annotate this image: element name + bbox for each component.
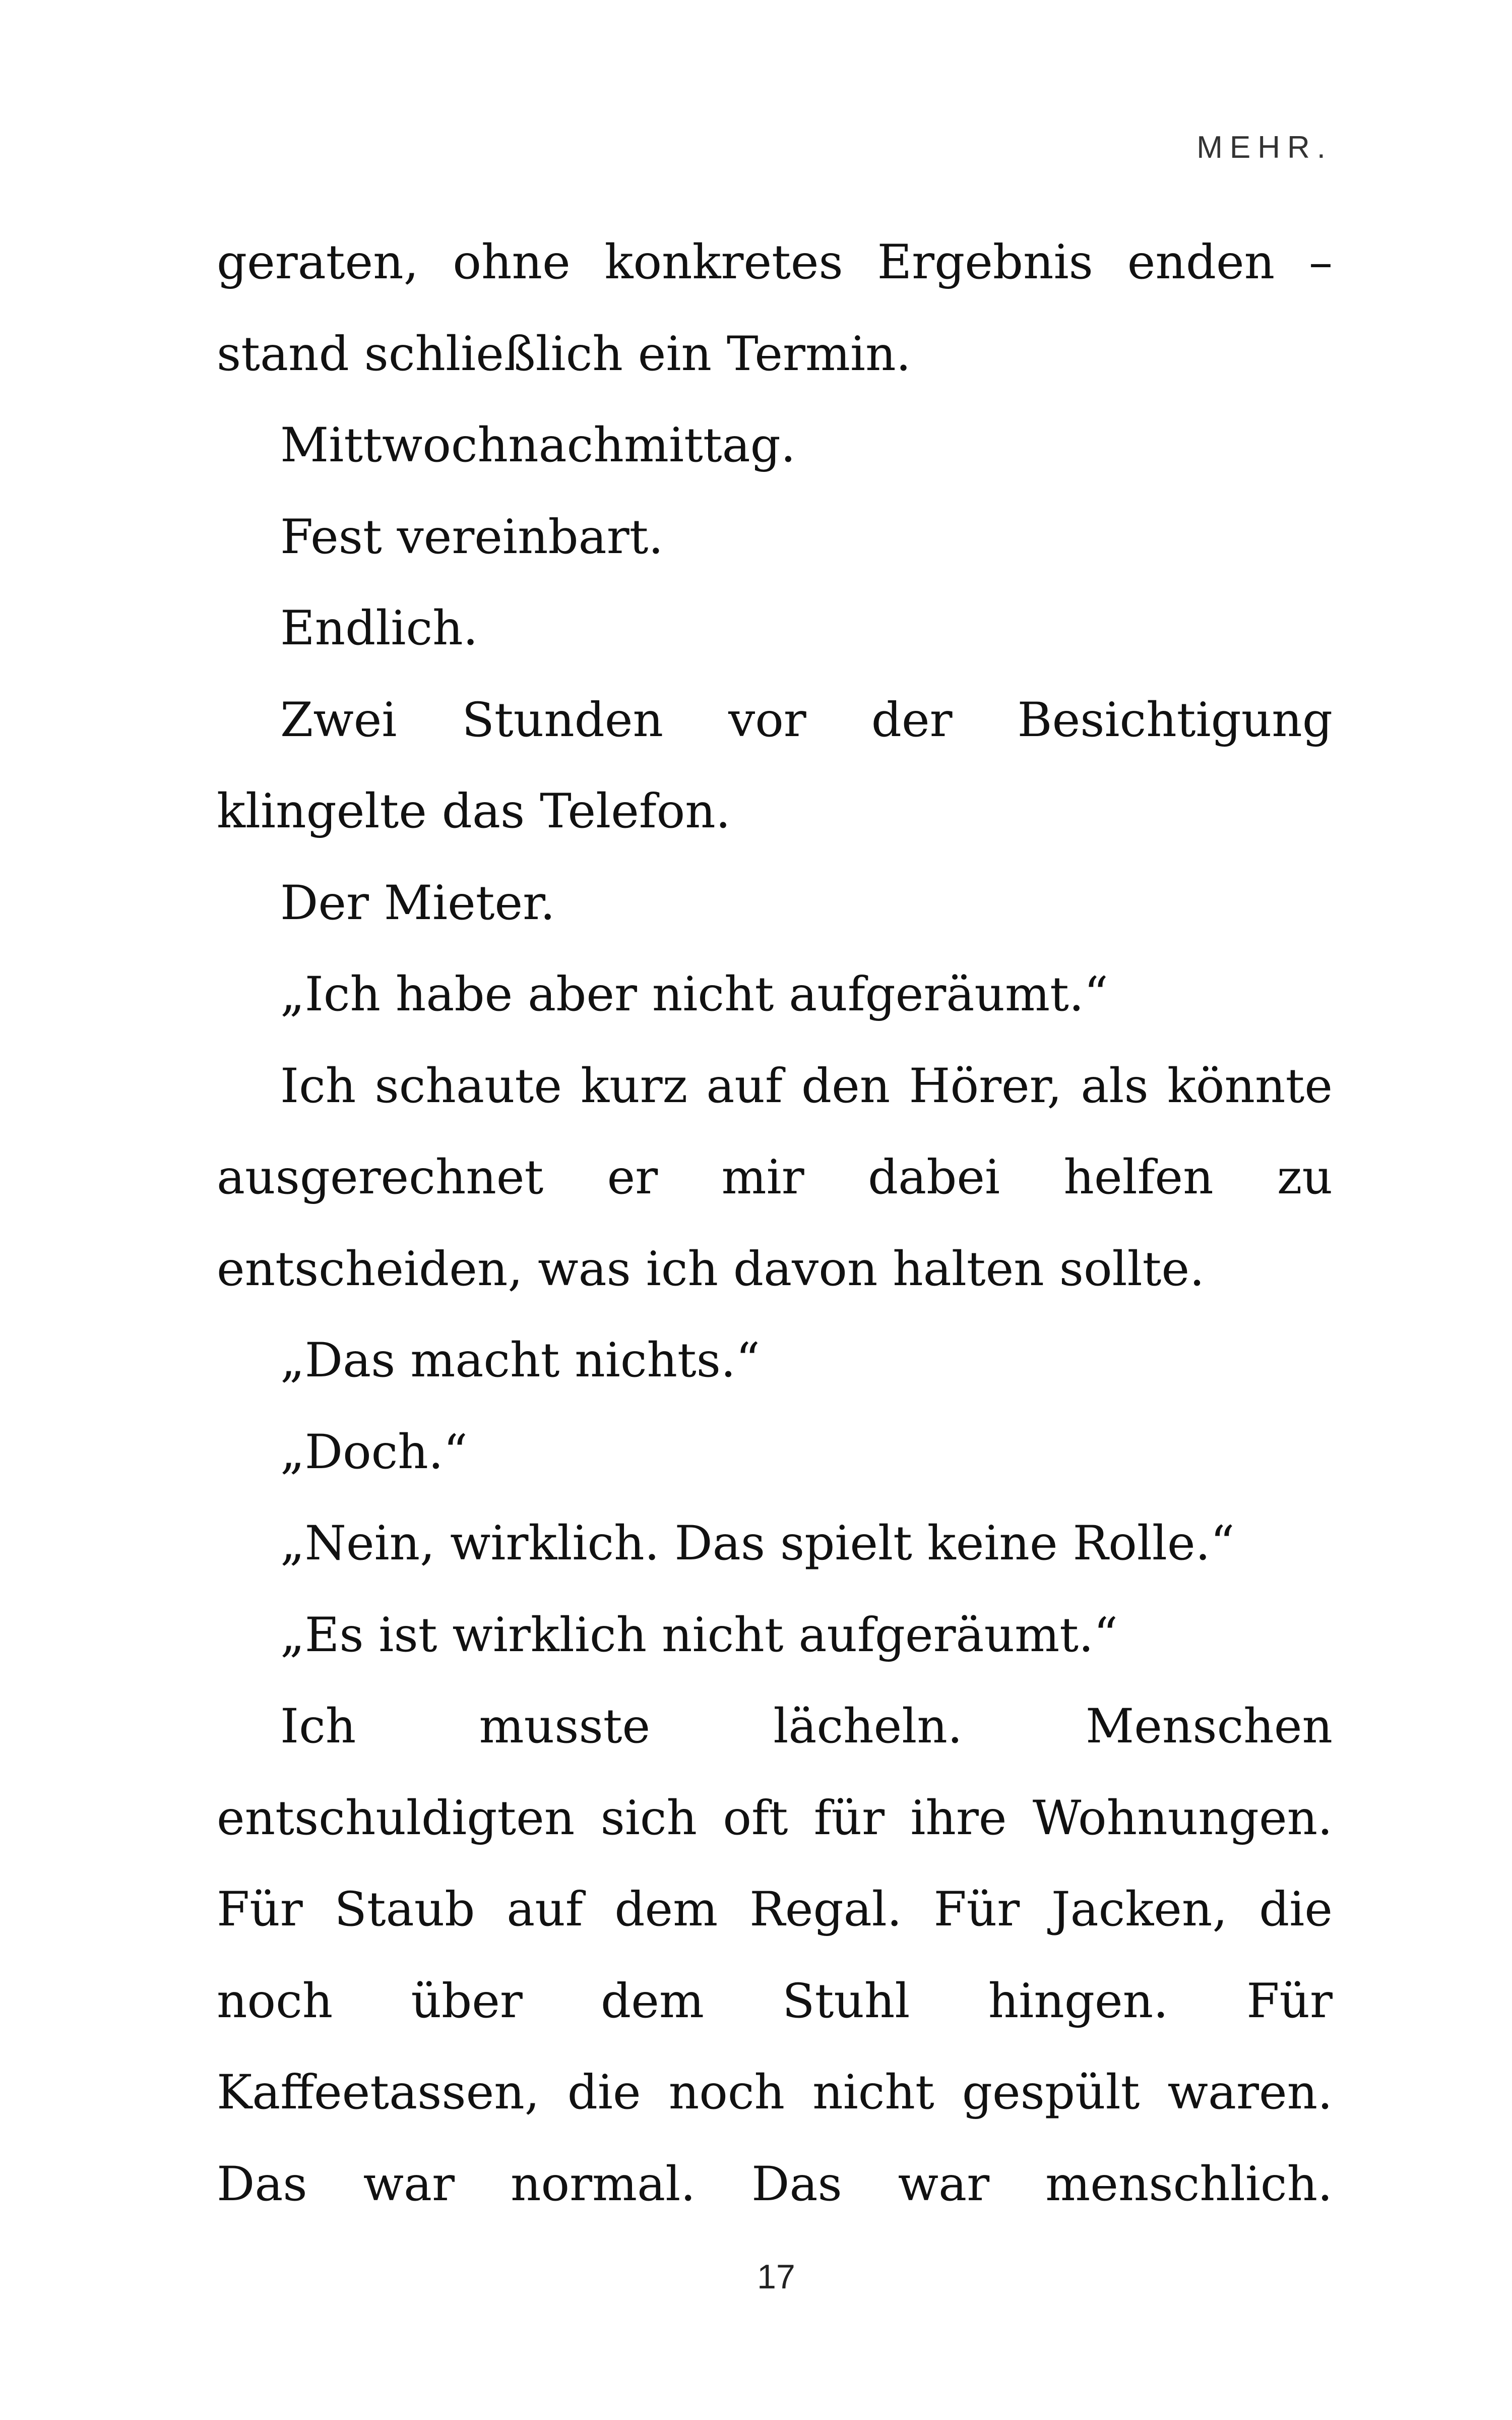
paragraph: geraten, ohne konkretes Ergebnis enden – stand schließlich ein Termin. (217, 235, 1333, 382)
paragraph: Ich schaute kurz auf den Hörer, als könnte ausgerechnet er mir dabei helfen zu entscheiden, was ich davon halten sollte. (217, 1058, 1333, 1297)
paragraph: „Das macht nichts.“ (280, 1333, 760, 1388)
paragraph: „Doch.“ (280, 1424, 468, 1480)
page-number: 17 (757, 2258, 795, 2296)
running-head: MEHR. (1196, 130, 1333, 165)
paragraph: Der Mieter. (280, 875, 555, 931)
paragraph: Fest vereinbart. (280, 509, 664, 565)
paragraph: „Nein, wirklich. Das spielt keine Rolle.“ (280, 1516, 1235, 1571)
paragraph: „Ich habe aber nicht aufgeräumt.“ (280, 967, 1108, 1022)
paragraph: Mittwochnachmittag. (280, 418, 796, 473)
paragraph: Zwei Stunden vor der Besichtigung klingelte das Telefon. (217, 692, 1333, 839)
paragraph: „Es ist wirklich nicht aufgeräumt.“ (280, 1607, 1118, 1663)
paragraph: Endlich. (280, 601, 478, 656)
body-text (217, 217, 1333, 2230)
paragraph: Ich musste lächeln. Menschen entschuldigten sich oft für ihre Wohnungen. Für Staub auf dem Regal. Für Jacken, die noch über dem Stuhl hingen. Für Kaffeetassen, die noch nicht gespült waren. Das war normal. Das war menschlich. (217, 1699, 1333, 2212)
